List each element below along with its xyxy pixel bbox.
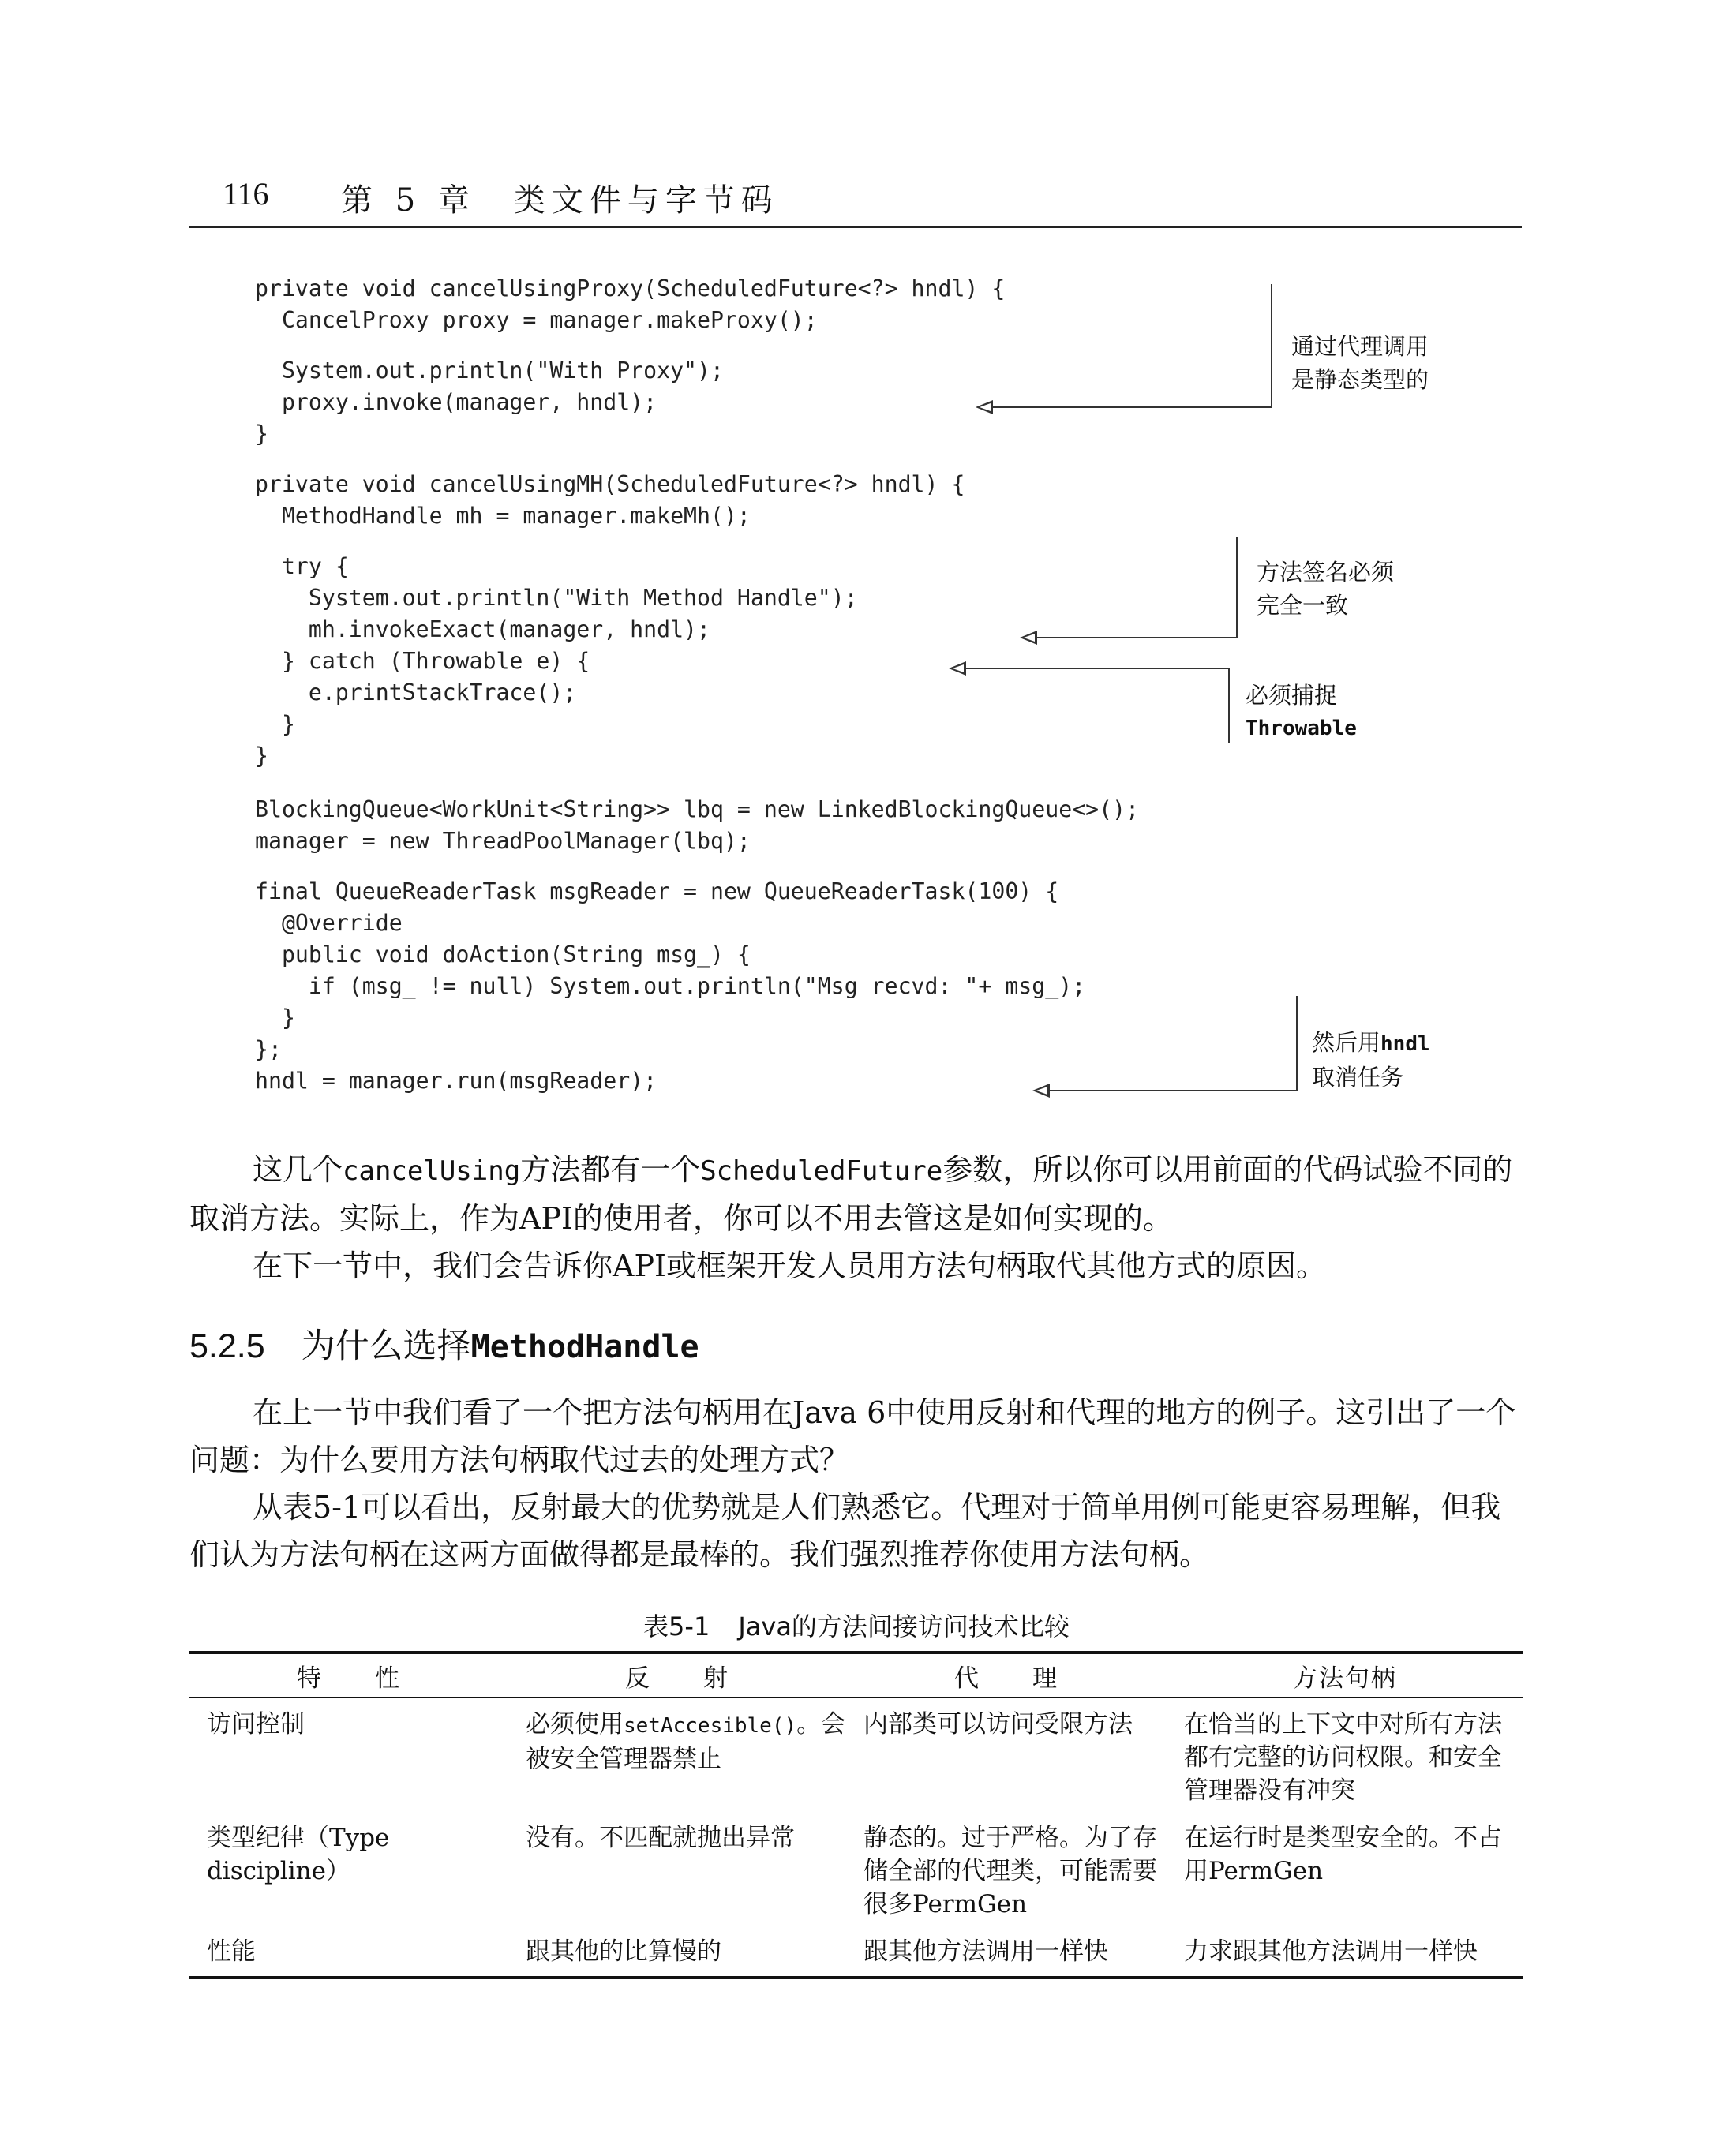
code-line: } <box>255 711 295 737</box>
callout-text: 然后用 <box>1312 1029 1381 1056</box>
inline-code: cancelUsing <box>343 1155 521 1187</box>
table-title: Java的方法间接访问技术比较 <box>738 1611 1070 1641</box>
callout-code: hndl <box>1380 1032 1430 1056</box>
code-line: CancelProxy proxy = manager.makeProxy(); <box>255 307 818 333</box>
callout-text: 方法签名必须 <box>1257 559 1395 586</box>
table-row <box>189 1926 1523 1978</box>
callout-bracket <box>1271 284 1272 407</box>
code-line: System.out.println("With Proxy"); <box>255 357 724 384</box>
table-row <box>189 1697 1523 1812</box>
callout-text: 取消任务 <box>1312 1064 1404 1091</box>
table-cell: 跟其他方法调用一样快 <box>846 1926 1167 1978</box>
table-number: 表5-1 <box>643 1611 710 1641</box>
callout-text: 必须捕捉 <box>1246 682 1338 709</box>
code-line: e.printStackTrace(); <box>255 679 577 706</box>
code-line: try { <box>255 553 349 579</box>
code-line: BlockingQueue<WorkUnit<String>> lbq = new LinkedBlockingQueue<>(); <box>255 796 1140 822</box>
callout-text: 完全一致 <box>1257 592 1349 619</box>
column-header: 反 射 <box>508 1653 846 1697</box>
code-line: @Override <box>255 910 403 936</box>
callout-text: 通过代理调用 <box>1291 333 1429 360</box>
callout-text: 是静态类型的 <box>1291 366 1429 393</box>
code-line: MethodHandle mh = manager.makeMh(); <box>255 503 751 529</box>
callout-leader <box>1037 637 1238 638</box>
paragraph: 在下一节中，我们会告诉你API或框架开发人员用方法句柄取代其他方式的原因。 <box>253 1248 1327 1283</box>
arrow-hollow-icon <box>1036 1087 1047 1095</box>
table-cell: 在运行时是类型安全的。不占用PermGen <box>1184 1824 1502 1885</box>
table-row <box>189 1812 1523 1926</box>
callout-code: Throwable <box>1246 717 1357 740</box>
code-line: proxy.invoke(manager, hndl); <box>255 389 657 415</box>
table-header-row <box>189 1653 1523 1697</box>
cell-text: 。会被安全管理器禁止 <box>526 1710 846 1773</box>
code-line: public void doAction(String msg_) { <box>255 941 751 968</box>
column-header: 特 性 <box>189 1653 508 1697</box>
code-line: }; <box>255 1036 282 1062</box>
callout-bracket <box>1296 996 1298 1091</box>
callout-bracket <box>1236 537 1238 638</box>
code-line: System.out.println("With Method Handle"); <box>255 585 858 611</box>
callout-leader <box>993 406 1272 408</box>
callout-bracket <box>1228 668 1230 743</box>
table-cell: 力求跟其他方法调用一样快 <box>1167 1926 1523 1978</box>
table-cell: 性能 <box>189 1926 508 1978</box>
table-cell: 内部类可以访问受限方法 <box>864 1710 1133 1739</box>
column-header: 代 理 <box>846 1653 1167 1697</box>
code-line: } catch (Throwable e) { <box>255 648 590 674</box>
table-caption <box>189 1607 1523 1643</box>
inline-code: ScheduledFuture <box>700 1155 943 1187</box>
code-line: hndl = manager.run(msgReader); <box>255 1068 657 1094</box>
text-run: 参数，所以你可以用前面的代码试验不同的取消方法。实际上，作为API的使用者，你可以不用去管这是如何实现的。 <box>189 1152 1513 1236</box>
cell-text: 必须使用 <box>526 1710 624 1739</box>
callout-leader <box>1050 1090 1298 1091</box>
comparison-table <box>189 1651 1523 1979</box>
code-line: } <box>255 421 268 447</box>
code-line: mh.invokeExact(manager, hndl); <box>255 616 710 642</box>
code-line: private void cancelUsingMH(ScheduledFuture<?> hndl) { <box>255 471 965 497</box>
callout-leader <box>966 668 1230 669</box>
chapter-title: 第 5 章 类文件与字节码 <box>341 182 779 219</box>
section-number: 5.2.5 <box>189 1327 265 1365</box>
paragraph: 在上一节中我们看了一个把方法句柄用在Java 6中使用反射和代理的地方的例子。这引出了一个问题：为什么要用方法句柄取代过去的处理方式？ <box>189 1395 1516 1477</box>
column-header: 方法句柄 <box>1167 1653 1523 1697</box>
table-cell: 访问控制 <box>207 1710 305 1739</box>
inline-code: setAccesible() <box>624 1714 797 1738</box>
paragraph <box>189 1146 1523 1242</box>
arrow-hollow-icon <box>980 403 991 411</box>
table-cell: 类型纪律（Type discipline） <box>207 1824 390 1885</box>
code-line: private void cancelUsingProxy(ScheduledFuture<?> hndl) { <box>255 275 1006 301</box>
callout-text <box>1312 1026 1430 1061</box>
code-line: manager = new ThreadPoolManager(lbq); <box>255 828 751 854</box>
section-title: 为什么选择 <box>301 1327 471 1365</box>
paragraph: 从表5-1可以看出，反射最大的优势就是人们熟悉它。代理对于简单用例可能更容易理解，但我们认为方法句柄在这两方面做得都是最棒的。我们强烈推荐你使用方法句柄。 <box>189 1490 1501 1572</box>
text-run: 这几个 <box>253 1152 343 1187</box>
table-cell: 跟其他的比算慢的 <box>508 1926 846 1978</box>
arrow-hollow-icon <box>1024 634 1035 642</box>
arrow-hollow-icon <box>953 664 964 672</box>
header-rule <box>189 226 1522 228</box>
code-line: if (msg_ != null) System.out.println("Msg recvd: "+ msg_); <box>255 973 1086 999</box>
table-cell: 静态的。过于严格。为了存储全部的代理类，可能需要很多PermGen <box>864 1824 1157 1918</box>
table-cell: 没有。不匹配就抛出异常 <box>526 1824 795 1852</box>
section-heading <box>189 1319 699 1368</box>
code-line: final QueueReaderTask msgReader = new QueueReaderTask(100) { <box>255 878 1059 904</box>
code-line: } <box>255 1005 295 1031</box>
page-number: 116 <box>223 176 269 211</box>
table-cell: 在恰当的上下文中对所有方法都有完整的访问权限。和安全管理器没有冲突 <box>1184 1710 1502 1805</box>
text-run: 方法都有一个 <box>520 1152 701 1187</box>
table-cell <box>508 1697 846 1812</box>
section-title-code: MethodHandle <box>470 1329 699 1365</box>
code-line: } <box>255 743 268 769</box>
